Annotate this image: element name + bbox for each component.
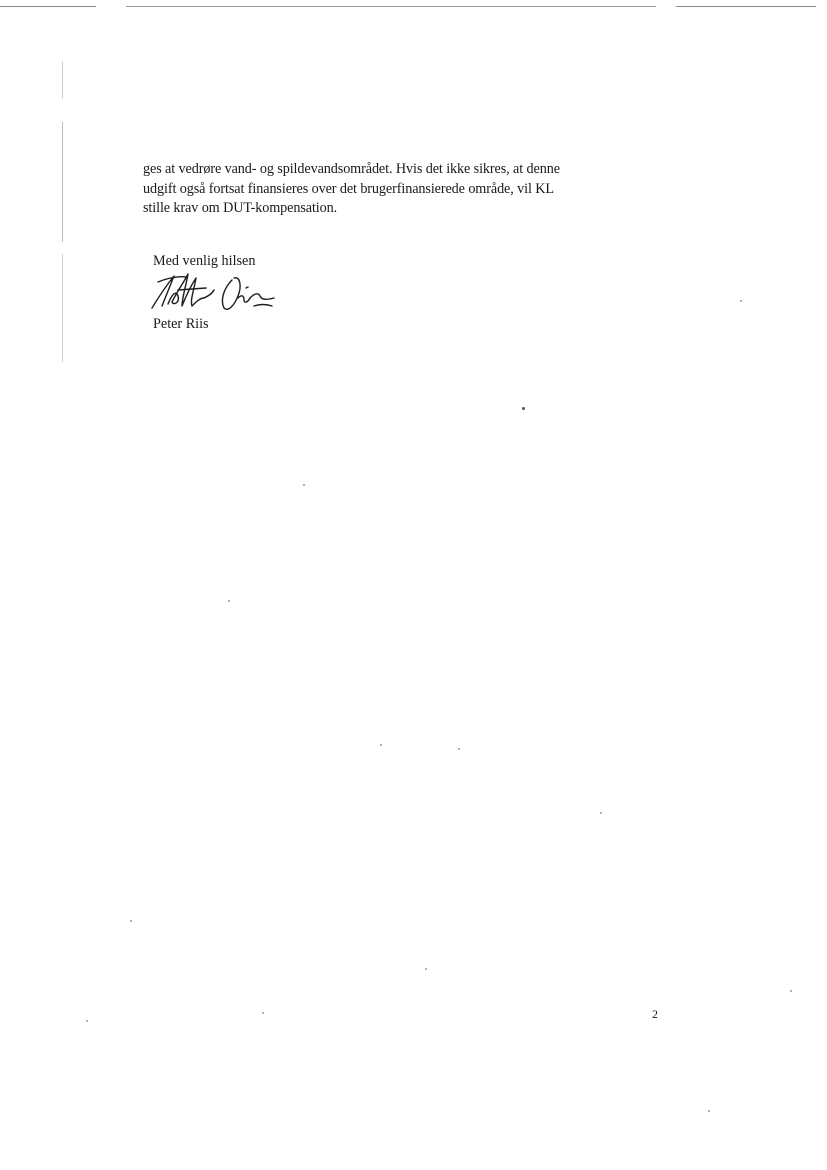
closing-salutation: Med venlig hilsen: [153, 253, 256, 269]
scan-margin-line: [62, 62, 63, 362]
scan-speck: [740, 300, 742, 302]
scan-speck: [522, 407, 525, 410]
scan-speck: [425, 968, 427, 970]
page-number: 2: [652, 1007, 658, 1021]
scan-speck: [708, 1110, 710, 1112]
signer-name: Peter Riis: [153, 316, 209, 332]
scan-speck: [130, 920, 132, 922]
scan-speck: [86, 1020, 88, 1022]
scan-speck: [380, 744, 382, 746]
body-line: stille krav om DUT-kompensation.: [143, 200, 338, 216]
scan-speck: [262, 1012, 264, 1014]
body-line: udgift også fortsat finansieres over det brugerfinansierede område, vil KL: [143, 180, 554, 197]
scan-rule: [676, 6, 816, 7]
scan-speck: [600, 812, 602, 814]
scan-speck: [790, 990, 792, 992]
scan-speck: [458, 748, 460, 750]
scan-rule: [0, 6, 96, 7]
signature-image: [148, 268, 288, 318]
scan-rule: [126, 6, 656, 7]
letter-body: [143, 160, 613, 219]
scan-speck: [303, 484, 305, 486]
scan-speck: [228, 600, 230, 602]
body-line: ges at vedrøre vand- og spildevandsområdet. Hvis det ikke sikres, at denne: [143, 161, 560, 177]
